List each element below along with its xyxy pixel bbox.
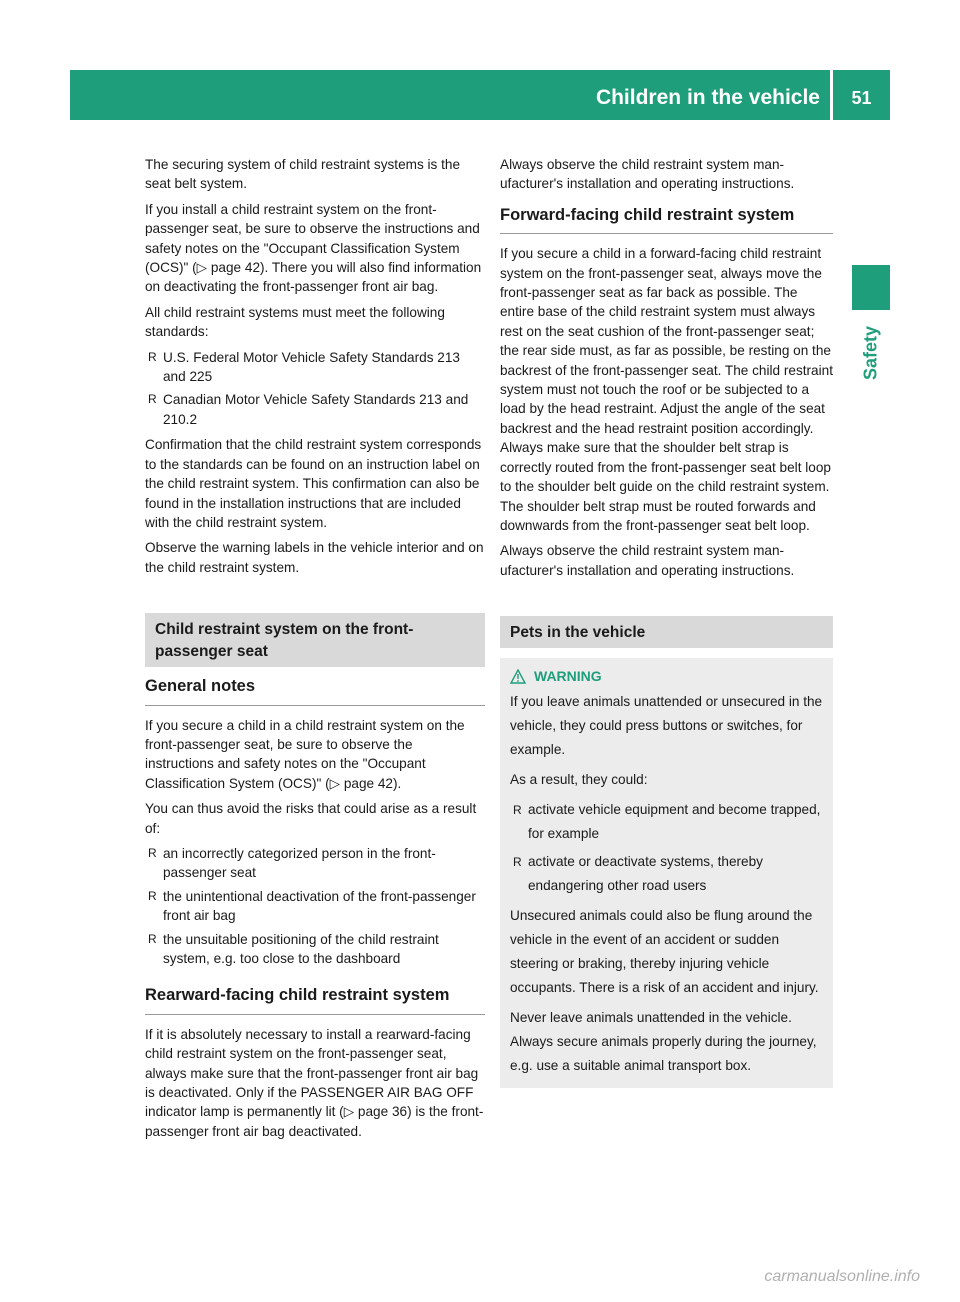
bullet-icon: R xyxy=(148,888,157,903)
page-header xyxy=(70,70,890,120)
right-column xyxy=(500,155,833,1088)
list-item: R activate or deactivate systems, thereby endangering other road users xyxy=(510,850,823,898)
watermark: carmanualsonline.info xyxy=(764,1268,920,1285)
list-item: R the unintentional deactivation of the front-passenger front air bag xyxy=(148,888,476,924)
section-tab-marker xyxy=(852,265,890,310)
bullet-icon: R xyxy=(148,349,157,364)
paragraph: Always observe the child restraint system manufacturer's installation and operating instructions. xyxy=(500,157,795,192)
bullet-icon: R xyxy=(148,845,157,860)
warning-box xyxy=(500,658,833,1088)
standards-list xyxy=(145,348,485,430)
paragraph: If you secure a child in a forward-facing child restraint system on the front-passenger seat, always move the front-passenger seat as far back as possible. The entire base of the child restraint system must always rest on the seat cushion of the front-passenger seat; the rear side must, as far as possible, be resting on the backrest of the front-passenger seat. The child restraint system must not touch the roof or be subjected to a load by the head restraint. Adjust the angle of the seat backrest and the head restraint position accordingly. Always make sure that the shoulder belt strap is correctly routed from the front-passenger seat belt loop to the shoulder belt guide on the child restraint system. The shoulder belt strap must be routed forwards and downwards from the front-passenger seat belt loop. xyxy=(500,246,833,533)
paragraph: As a result, they could: xyxy=(510,772,648,788)
paragraph: Never leave animals unattended in the vehicle. Always secure animals properly during the journey, e.g. use a suitable animal transport box. xyxy=(510,1010,817,1074)
bullet-icon: R xyxy=(513,855,522,870)
list-item: R U.S. Federal Motor Vehicle Safety Standards 213 and 225 xyxy=(148,349,460,385)
paragraph: All child restraint systems must meet the following standards: xyxy=(145,304,445,340)
chapter-title: Children in the vehicle xyxy=(595,86,820,109)
list-item: R the unsuitable positioning of the child restraint system, e.g. too close to the dashboard xyxy=(148,931,439,966)
page-number: 51 xyxy=(851,88,872,108)
paragraph: If you install a child restraint system on the front-passenger seat, be sure to observe the instructions and safety notes on the "Occupant Classification System (OCS)" (▷ page 42). There you will also find information on deactivating the front-passenger front air bag. xyxy=(145,201,482,295)
section-title: Pets in the vehicle xyxy=(500,616,833,648)
paragraph: If you secure a child in a child restraint system on the front-passenger seat, be sure to observe the instructions and safety notes on the "Occupant Classification System (OCS)" (▷ page 42). xyxy=(145,717,465,791)
paragraph: Unsecured animals could also be flung around the vehicle in the event of an accident or sudden steering or braking, thereby injuring vehicle occupants. There is a risk of an accident and injury. xyxy=(510,908,819,996)
paragraph: The securing system of child restraint systems is the seat belt system. xyxy=(145,157,461,192)
paragraph: Always observe the child restraint system manufacturer's installation and operating instructions. xyxy=(500,543,795,578)
section-tab-text: Safety xyxy=(860,325,881,381)
subsection-heading: Rearward-facing child restraint system xyxy=(145,986,485,1014)
paragraph: Observe the warning labels in the vehicle interior and on the child restraint system. xyxy=(145,540,484,575)
paragraph: If it is absolutely necessary to install a rearward-facing child restraint system on the front-passenger seat, always make sure that the front-passenger front air bag is deactivated. Only if the PASSENGER AIR BAG OFF indicator lamp is permanently lit (▷ page 36) is the front-passenger front air bag deactivated. xyxy=(145,1026,484,1139)
warning-heading xyxy=(510,664,823,688)
subsection-heading: Forward-facing child restraint system xyxy=(500,206,833,234)
bullet-icon: R xyxy=(148,931,157,946)
warning-triangle-icon xyxy=(510,669,526,684)
list-item: R Canadian Motor Vehicle Safety Standards 213 and 210.2 xyxy=(148,392,469,427)
section-title: Child restraint system on the front-passenger seat xyxy=(145,613,485,667)
paragraph: Confirmation that the child restraint system corresponds to the standards can be found on an instruction label on the child restraint system. This confirmation can also be found in the installation instructions that are included with the child restraint system. xyxy=(145,437,482,530)
paragraph: If you leave animals unattended or unsecured in the vehicle, they could press buttons or switches, for example. xyxy=(510,694,823,758)
warning-list xyxy=(510,798,823,898)
list-item: R activate vehicle equipment and become trapped, for example xyxy=(510,798,823,846)
list-item: R an incorrectly categorized person in the front-passenger seat xyxy=(148,845,436,881)
section-tab-label xyxy=(852,318,890,388)
risks-list xyxy=(145,844,485,968)
left-column xyxy=(145,155,485,1147)
bullet-icon: R xyxy=(513,803,522,818)
bullet-icon: R xyxy=(148,392,157,407)
subsection-heading: General notes xyxy=(145,677,485,705)
warning-label: WARNING xyxy=(534,668,602,685)
paragraph: You can thus avoid the risks that could arise as a result of: xyxy=(145,801,477,836)
